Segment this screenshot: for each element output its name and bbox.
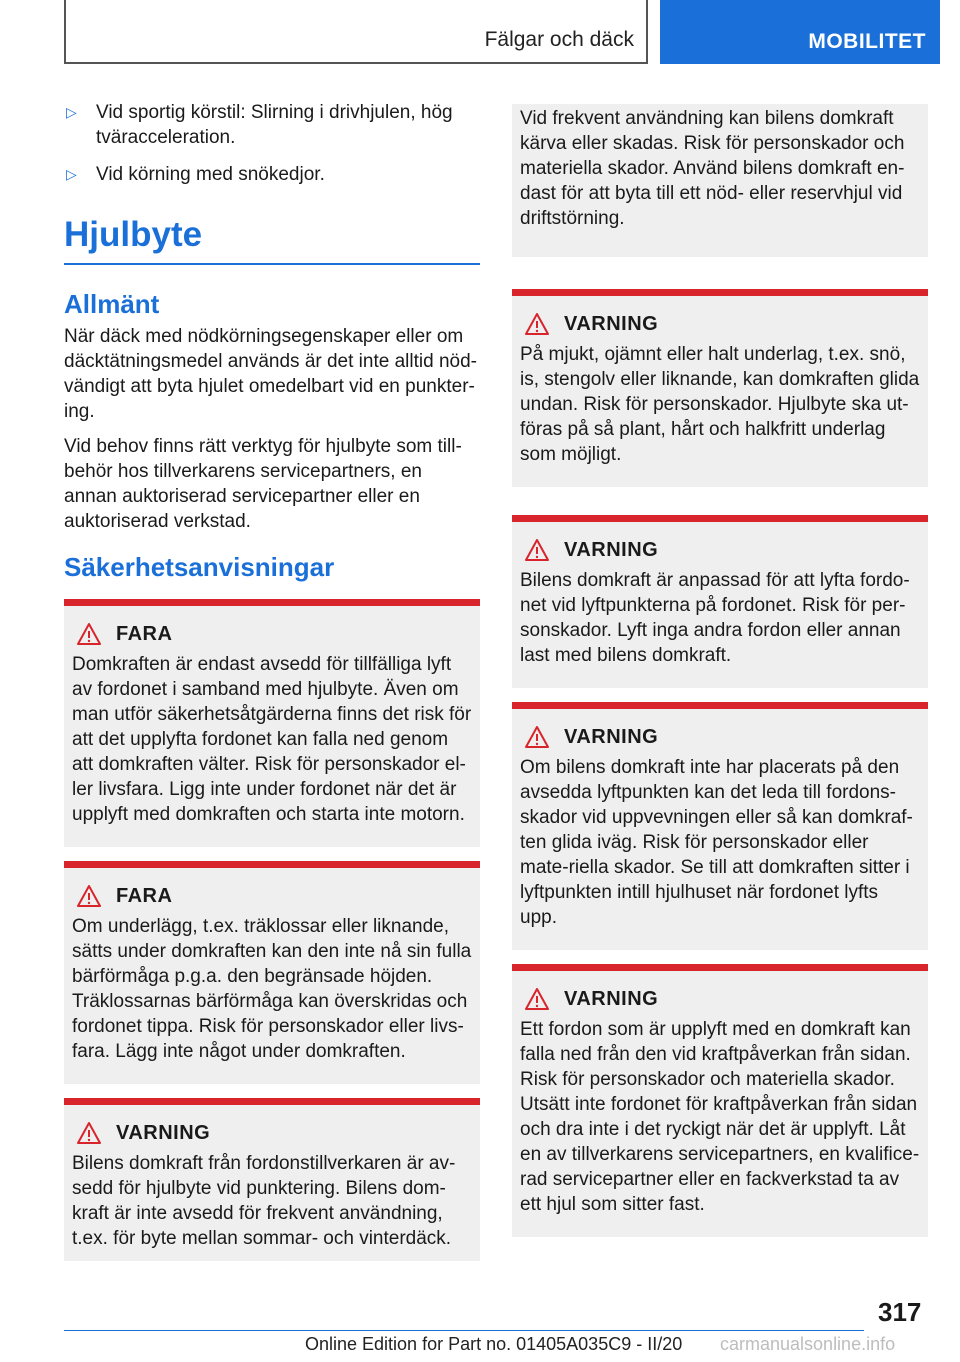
page-number: 317 <box>878 1297 922 1327</box>
warning-box-continued <box>512 104 928 257</box>
general-heading: Allmänt <box>64 289 160 319</box>
box-text: Domkraften är endast avsedd för tillfälliga lyft av fordonet i samband med hjulbyte. Även om man utför säkerhetsåtgärderna finns det risk för att det upplyfta fordonet kan falla ned genom att domkraften välter. Risk för personskador el-ler livsfara. Ligg inte under fordonet när det är upplyft med domkraften och starta inte motorn. <box>72 654 472 825</box>
box-text: På mjukt, ojämnt eller halt underlag, t.ex. snö, is, stengolv eller liknande, kan domkraften glida undan. Risk för personskador. Hjulbyte ska ut-föras på så plant, hårt och halkfritt underlag som möjligt. <box>520 344 920 465</box>
triangle-right-icon: ▷ <box>66 104 77 120</box>
warning-triangle-icon <box>524 312 550 336</box>
chapter-tab[interactable]: MOBILITET <box>660 0 940 64</box>
chapter-heading: Hjulbyte <box>64 215 480 265</box>
general-paragraph: Vid behov finns rätt verktyg för hjulbyte som till-behör hos tillverkarens servicepartners, en annan auktoriserad servicepartner eller en auktoriserad verkstad. <box>64 436 462 532</box>
danger-box <box>64 861 480 1084</box>
box-label: VARNING <box>564 987 659 1010</box>
box-text: Bilens domkraft från fordonstillverkaren är av-sedd för hjulbyte vid punktering. Bilens dom-kraft är inte avsedd för frekvent användning, t.ex. för byte mellan sommar- och vinterdäck. <box>72 1153 456 1249</box>
list-item <box>64 100 480 150</box>
box-label: VARNING <box>116 1121 211 1144</box>
watermark[interactable]: carmanualsonline.info <box>720 1334 896 1354</box>
warning-triangle-icon <box>76 622 102 646</box>
box-text: Vid frekvent användning kan bilens domkraft kärva eller skadas. Risk för personskador och materiella skador. Använd bilens domkraft en-dast för att byta till ett nöd- eller reservhjul vid driftstörning. <box>520 108 905 229</box>
danger-box <box>64 599 480 847</box>
warning-triangle-icon <box>76 1121 102 1145</box>
box-text: Ett fordon som är upplyft med en domkraft kan falla ned från den vid kraftpåverkan från sidan. Risk för personskador och materiella skador. Utsätt inte fordonet för kraftpåverkan från sidan och dra inte i det ryckigt när det är upplyft. Låt en av tillverkarens servicepartners, en kvalifice-rad servicepartner eller en fackverkstad ta av ett hjul som sitter fast. <box>520 1019 920 1215</box>
box-text: Om underlägg, t.ex. träklossar eller liknande, sätts under domkraften kan den inte nå sin fulla bärförmåga p.g.a. den begränsade höjden. Träklossarnas bärförmåga kan överskridas och fordonet tippa. Risk för personskador eller livs-fara. Lägg inte något under domkraften. <box>72 916 472 1062</box>
box-text: Om bilens domkraft inte har placerats på den avsedda lyftpunkten kan det leda till fordons-skador vid uppvevningen eller så kan domkraf-ten glida iväg. Risk för personskador eller mate-riella skador. Se till att domkraften sitter i lyftpunkten intill hjulhuset när fordonet lyfts upp. <box>520 757 913 928</box>
box-label: FARA <box>116 884 173 907</box>
section-title: Fälgar och däck <box>484 28 634 51</box>
header-section-box <box>64 0 648 64</box>
box-label: VARNING <box>564 538 659 561</box>
warning-box <box>512 289 928 487</box>
box-label: VARNING <box>564 725 659 748</box>
box-label: VARNING <box>564 312 659 335</box>
warning-box <box>512 964 928 1237</box>
footer-divider <box>64 1330 864 1331</box>
warning-triangle-icon <box>76 884 102 908</box>
warning-triangle-icon <box>524 987 550 1011</box>
box-label: FARA <box>116 622 173 645</box>
list-item <box>64 162 480 187</box>
edition-text: Online Edition for Part no. 01405A035C9 - II/20 <box>305 1334 683 1354</box>
list-item-text: Vid körning med snökedjor. <box>96 164 325 185</box>
general-paragraph: När däck med nödkörningsegenskaper eller om däcktätningsmedel används är det inte alltid nöd-vändigt att byta hjulet omedelbart vid en punkter-ing. <box>64 326 477 422</box>
warning-triangle-icon <box>524 725 550 749</box>
triangle-right-icon: ▷ <box>66 166 77 182</box>
warning-box <box>64 1098 480 1261</box>
warning-triangle-icon <box>524 538 550 562</box>
warning-box <box>512 702 928 950</box>
left-column <box>64 100 480 1273</box>
warning-box <box>512 515 928 688</box>
safety-heading: Säkerhetsanvisningar <box>64 552 335 582</box>
list-item-text: Vid sportig körstil: Slirning i drivhjulen, hög tväracceleration. <box>96 102 453 148</box>
right-column <box>512 104 928 1249</box>
box-text: Bilens domkraft är anpassad för att lyfta fordo-net vid lyftpunkterna på fordonet. Risk för per-sonskador. Lyft inga andra fordon eller annan last med bilens domkraft. <box>520 570 910 666</box>
